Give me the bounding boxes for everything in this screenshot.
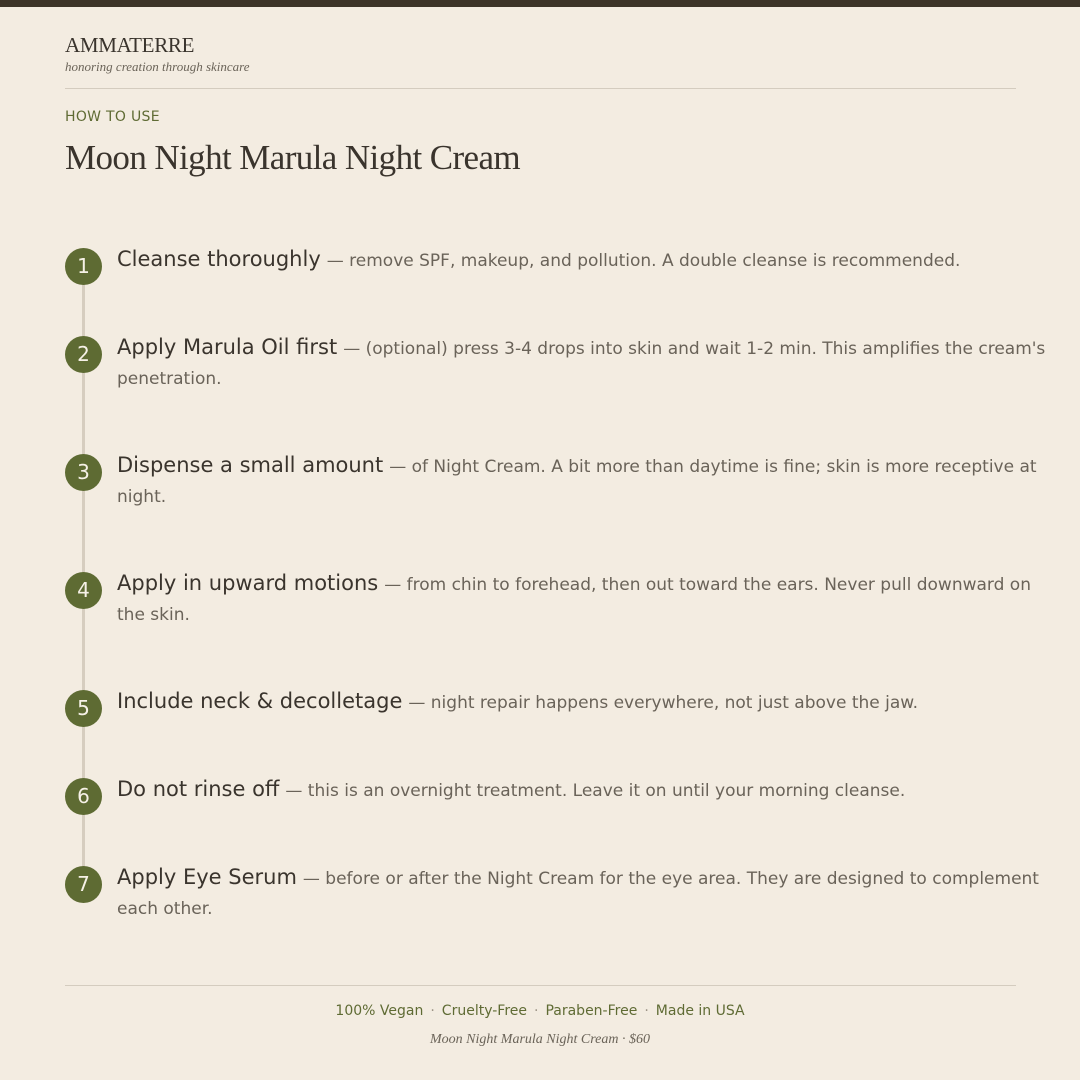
step-number-badge: 4 xyxy=(65,572,102,609)
step-number-badge: 1 xyxy=(65,248,102,285)
step-heading: Cleanse thoroughly xyxy=(117,247,321,271)
step-number-badge: 6 xyxy=(65,778,102,815)
badge-made-in-usa: Made in USA xyxy=(655,1003,745,1019)
step-heading: Apply Marula Oil first xyxy=(117,335,338,359)
step-description: — from chin to forehead, then out toward the ears. Never pull downward on the skin. xyxy=(117,575,1031,625)
step-text xyxy=(117,862,1062,924)
step-description: — night repair happens everywhere, not just above the jaw. xyxy=(408,693,919,713)
badge-separator: · xyxy=(430,1003,435,1019)
section-eyebrow: HOW TO USE xyxy=(65,109,160,125)
header-divider xyxy=(65,88,1016,89)
step-heading: Do not rinse off xyxy=(117,777,280,801)
top-accent-bar xyxy=(0,0,1080,7)
step-heading: Apply Eye Serum xyxy=(117,865,297,889)
brand-header xyxy=(65,33,250,75)
step-heading: Apply in upward motions xyxy=(117,571,379,595)
step-number-badge: 3 xyxy=(65,454,102,491)
step-text xyxy=(117,686,1062,718)
step-number-badge: 2 xyxy=(65,336,102,373)
step-text xyxy=(117,450,1062,512)
step-heading: Dispense a small amount xyxy=(117,453,384,477)
step-text xyxy=(117,568,1062,630)
step-number-badge: 7 xyxy=(65,866,102,903)
product-price-line: Moon Night Marula Night Cream · $60 xyxy=(430,1032,650,1047)
step-description: — of Night Cream. A bit more than daytime is fine; skin is more receptive at night. xyxy=(117,457,1037,507)
step-description: — this is an overnight treatment. Leave it on until your morning cleanse. xyxy=(285,781,906,801)
page-title: Moon Night Marula Night Cream xyxy=(65,138,521,177)
step-number-badge: 5 xyxy=(65,690,102,727)
step-text xyxy=(117,244,1062,276)
brand-logo[interactable]: AMMATERRE xyxy=(65,33,195,57)
badge-vegan: 100% Vegan xyxy=(335,1003,424,1019)
step-description: — (optional) press 3-4 drops into skin and wait 1-2 min. This amplifies the cream's penetration. xyxy=(117,339,1046,389)
step-description: — remove SPF, makeup, and pollution. A double cleanse is recommended. xyxy=(326,251,961,271)
step-heading: Include neck & decolletage xyxy=(117,689,403,713)
brand-tagline: honoring creation through skincare xyxy=(65,59,250,74)
badge-separator: · xyxy=(644,1003,649,1019)
badge-cruelty-free: Cruelty-Free xyxy=(441,1003,527,1019)
badge-separator: · xyxy=(534,1003,539,1019)
badge-paraben-free: Paraben-Free xyxy=(545,1003,638,1019)
product-badges xyxy=(0,1003,1080,1019)
step-text xyxy=(117,774,1062,806)
step-description: — before or after the Night Cream for the eye area. They are designed to complement each other. xyxy=(117,869,1039,919)
step-text xyxy=(117,332,1062,394)
footer-divider xyxy=(65,985,1016,986)
